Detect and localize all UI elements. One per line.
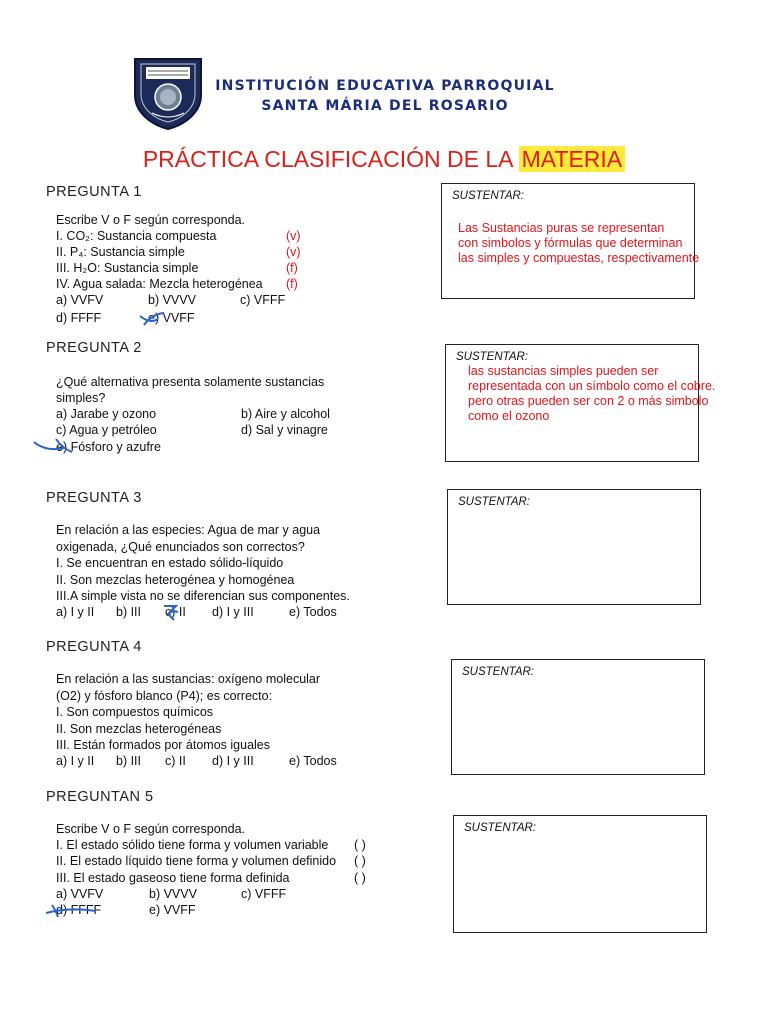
q5-statement-1: I. El estado sólido tiene forma y volumen variable	[56, 838, 329, 852]
q5-option-d: d) FFFF	[56, 903, 102, 917]
q2-option-d: d) Sal y vinagre	[241, 423, 328, 437]
q1-option-d: d) FFFF	[56, 311, 102, 325]
q1-option-e: e) VVFF	[148, 311, 195, 325]
q1-response-line-1: Las Sustancias puras se representan	[458, 221, 665, 235]
q3-sustentar-box[interactable]	[447, 489, 701, 605]
q2-question-line-2: simples?	[56, 391, 106, 405]
q5-statement-2: II. El estado líquido tiene forma y volumen definido	[56, 854, 337, 868]
q2-selected-answer-pen-mark	[32, 436, 76, 458]
q2-response-line-2: representada con un símbolo como el cobre.	[468, 379, 716, 393]
q5-sustentar-box[interactable]	[453, 815, 707, 933]
school-name-line-2: SANTA MÁRIA DEL ROSARIO	[261, 98, 509, 114]
q2-response-line-4: como el ozono	[468, 409, 550, 423]
q3-option-e: e) Todos	[289, 605, 337, 619]
q1-option-c: c) VFFF	[240, 293, 286, 307]
q1-response-line-3: las simples y compuestas, respectivamente	[458, 251, 700, 265]
q4-sustentar-label: SUSTENTAR:	[462, 666, 534, 678]
q2-question-line-1: ¿Qué alternativa presenta solamente sustancias	[56, 375, 325, 389]
q1-mark-1: (v)	[286, 229, 301, 243]
q2-sustentar-label: SUSTENTAR:	[456, 351, 528, 363]
q2-option-b: b) Aire y alcohol	[241, 407, 330, 421]
q5-selected-answer-pen-mark	[44, 901, 100, 921]
q3-line-2: oxigenada, ¿Qué enunciados son correctos?	[56, 540, 305, 554]
q1-mark-4: (f)	[286, 277, 298, 291]
q2-option-e: e) Fósforo y azufre	[56, 440, 161, 454]
q1-option-a: a) VVFV	[56, 293, 104, 307]
q3-selected-answer-pen-mark	[160, 602, 182, 624]
q5-option-a: a) VVFV	[56, 887, 104, 901]
q1-mark-3: (f)	[286, 261, 298, 275]
q2-response-line-1: las sustancias simples pueden ser	[468, 364, 659, 378]
q5-option-b: b) VVVV	[149, 887, 197, 901]
q5-statement-3: III. El estado gaseoso tiene forma definida	[56, 871, 290, 885]
q1-instruction: Escribe V o F según corresponda.	[56, 213, 245, 227]
question-3-heading: PREGUNTA 3	[46, 490, 142, 506]
q3-sustentar-label: SUSTENTAR:	[458, 496, 530, 508]
q1-selected-answer-pen-mark	[138, 310, 168, 328]
q5-mark-1[interactable]: ( )	[354, 838, 366, 852]
q3-option-c: c) II	[165, 605, 186, 619]
school-name-line-1: INSTITUCIÓN EDUCATIVA PARROQUIAL	[215, 78, 555, 94]
q1-statement-3: III. H₂O: Sustancia simple	[56, 261, 199, 275]
q5-sustentar-label: SUSTENTAR:	[464, 822, 536, 834]
q3-option-d: d) I y III	[212, 605, 254, 619]
title-part-1: PRÁCTICA CLASIFICACIÓN DE LA	[142, 146, 513, 172]
q4-sustentar-box[interactable]	[451, 659, 705, 775]
q3-option-a: a) I y II	[56, 605, 95, 619]
q2-option-c: c) Agua y petróleo	[56, 423, 157, 437]
q5-option-e: e) VVFF	[149, 903, 196, 917]
q4-option-e: e) Todos	[289, 754, 337, 768]
q2-response-line-3: pero otras pueden ser con 2 o más simbolo	[468, 394, 709, 408]
title-highlighted-word: MATERIA	[519, 146, 626, 172]
q1-statement-1: I. CO₂: Sustancia compuesta	[56, 229, 217, 243]
q1-statement-2: II. P₄: Sustancia simple	[56, 245, 185, 259]
q1-response-line-2: con simbolos y fórmulas que determinan	[458, 236, 683, 250]
q4-option-d: d) I y III	[212, 754, 254, 768]
q4-line-4: II. Son mezclas heterogéneas	[56, 722, 222, 736]
q4-line-2: (O2) y fósforo blanco (P4); es correcto:	[56, 689, 273, 703]
q2-option-a: a) Jarabe y ozono	[56, 407, 157, 421]
q1-sustentar-label: SUSTENTAR:	[452, 190, 524, 202]
q5-option-c: c) VFFF	[241, 887, 287, 901]
q3-line-4: II. Son mezclas heterogénea y homogénea	[56, 573, 295, 587]
page-title	[0, 146, 768, 173]
question-2-heading: PREGUNTA 2	[46, 340, 142, 356]
question-4-heading: PREGUNTA 4	[46, 639, 142, 655]
q5-mark-3[interactable]: ( )	[354, 871, 366, 885]
q4-option-b: b) III	[116, 754, 142, 768]
q3-line-3: I. Se encuentran en estado sólido-líquido	[56, 556, 284, 570]
q1-statement-4: IV. Agua salada: Mezcla heterogénea	[56, 277, 263, 291]
q4-option-c: c) II	[165, 754, 186, 768]
q3-option-b: b) III	[116, 605, 142, 619]
q1-sustentar-box[interactable]	[441, 183, 700, 299]
q3-line-1: En relación a las especies: Agua de mar y agua	[56, 523, 321, 537]
q5-instruction: Escribe V o F según corresponda.	[56, 822, 245, 836]
question-5-heading: PREGUNTAN 5	[46, 789, 154, 805]
q1-mark-2: (v)	[286, 245, 301, 259]
q2-sustentar-box[interactable]	[445, 344, 716, 462]
q1-option-b: b) VVVV	[148, 293, 196, 307]
q4-line-1: En relación a las sustancias: oxígeno molecular	[56, 672, 321, 686]
q4-line-5: III. Están formados por átomos iguales	[56, 738, 270, 752]
question-1-heading: PREGUNTA 1	[46, 184, 142, 200]
q4-option-a: a) I y II	[56, 754, 95, 768]
q3-line-5: III.A simple vista no se diferencian sus componentes.	[56, 589, 350, 603]
q5-mark-2[interactable]: ( )	[354, 854, 366, 868]
q4-line-3: I. Son compuestos químicos	[56, 705, 214, 719]
